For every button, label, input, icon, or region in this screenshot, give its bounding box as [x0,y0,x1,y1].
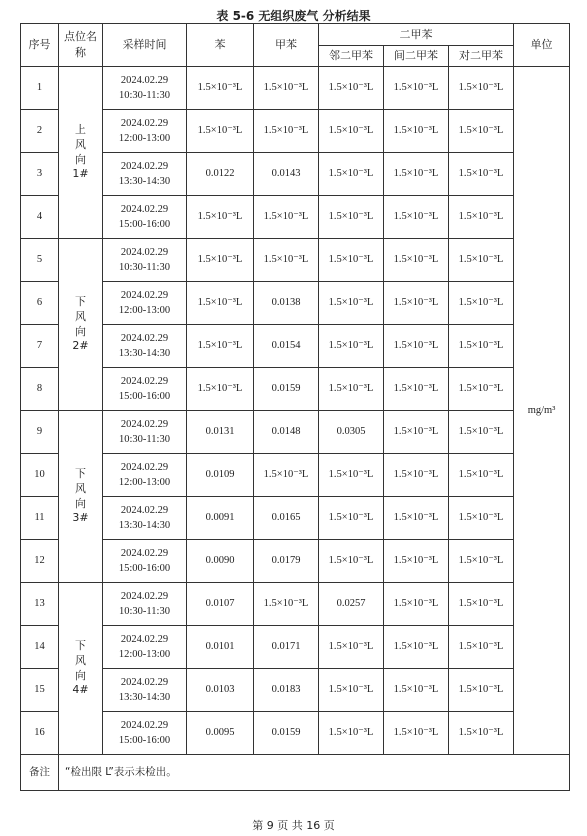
point-name-line: 4# [72,683,89,697]
sample-period: 13:30-14:30 [118,520,171,531]
cell-pxylene: 1.5×10⁻³L [449,540,514,583]
header-oxylene: 邻二甲苯 [319,46,384,67]
cell-oxylene: 1.5×10⁻³L [319,325,384,368]
cell-pxylene: 1.5×10⁻³L [449,153,514,196]
sample-period: 13:30-14:30 [118,348,171,359]
cell-mxylene: 1.5×10⁻³L [384,540,449,583]
cell-benzene: 1.5×10⁻³L [187,67,254,110]
cell-toluene: 1.5×10⁻³L [254,454,319,497]
sample-period: 15:00-16:00 [118,219,171,230]
cell-mxylene: 1.5×10⁻³L [384,282,449,325]
cell-sample-time [103,325,187,368]
sample-date: 2024.02.29 [120,203,169,215]
cell-pxylene: 1.5×10⁻³L [449,67,514,110]
cell-benzene: 1.5×10⁻³L [187,368,254,411]
cell-mxylene: 1.5×10⁻³L [384,626,449,669]
results-table [20,23,570,791]
cell-sample-time [103,239,187,282]
cell-sample-time [103,110,187,153]
point-name-line: 上 [75,122,86,136]
cell-toluene: 1.5×10⁻³L [254,67,319,110]
cell-oxylene: 1.5×10⁻³L [319,540,384,583]
header-point: 点位名称 [59,24,103,67]
cell-seq: 1 [21,67,59,110]
cell-seq: 5 [21,239,59,282]
cell-sample-time [103,454,187,497]
header-xylene: 二甲苯 [319,24,514,46]
cell-seq: 12 [21,540,59,583]
sample-date: 2024.02.29 [120,633,169,645]
cell-toluene: 1.5×10⁻³L [254,239,319,282]
table-row [21,712,570,755]
point-name-line: 2# [72,339,89,353]
cell-pxylene: 1.5×10⁻³L [449,712,514,755]
sample-date: 2024.02.29 [120,547,169,559]
cell-oxylene: 1.5×10⁻³L [319,196,384,239]
cell-benzene: 1.5×10⁻³L [187,325,254,368]
sample-period: 12:00-13:00 [118,305,171,316]
cell-toluene: 1.5×10⁻³L [254,196,319,239]
cell-sample-time [103,626,187,669]
cell-pxylene: 1.5×10⁻³L [449,454,514,497]
cell-toluene: 1.5×10⁻³L [254,583,319,626]
sample-period: 10:30-11:30 [119,90,170,101]
cell-toluene: 0.0154 [254,325,319,368]
table-row [21,368,570,411]
cell-pxylene: 1.5×10⁻³L [449,626,514,669]
header-unit: 单位 [514,24,570,67]
cell-mxylene: 1.5×10⁻³L [384,411,449,454]
table-title: 表 5-6 无组织废气 分析结果 [216,9,371,23]
cell-seq: 16 [21,712,59,755]
cell-seq: 11 [21,497,59,540]
sample-date: 2024.02.29 [120,332,169,344]
cell-point-name [59,583,103,755]
cell-toluene: 0.0159 [254,712,319,755]
note-text: “检出限 L”表示未检出。 [59,755,570,791]
cell-oxylene: 1.5×10⁻³L [319,282,384,325]
cell-toluene: 0.0179 [254,540,319,583]
cell-benzene: 1.5×10⁻³L [187,282,254,325]
table-row [21,110,570,153]
sample-date: 2024.02.29 [120,160,169,172]
cell-sample-time [103,583,187,626]
cell-sample-time [103,368,187,411]
header-pxylene: 对二甲苯 [449,46,514,67]
cell-benzene: 0.0122 [187,153,254,196]
cell-oxylene: 1.5×10⁻³L [319,239,384,282]
cell-pxylene: 1.5×10⁻³L [449,497,514,540]
cell-oxylene: 1.5×10⁻³L [319,67,384,110]
point-name-line: 下 [75,294,86,308]
sample-date: 2024.02.29 [120,719,169,731]
point-name-line: 风 [75,309,86,323]
cell-mxylene: 1.5×10⁻³L [384,196,449,239]
cell-sample-time [103,712,187,755]
cell-mxylene: 1.5×10⁻³L [384,497,449,540]
cell-seq: 6 [21,282,59,325]
point-name-line: 1# [72,167,89,181]
cell-pxylene: 1.5×10⁻³L [449,669,514,712]
header-toluene: 甲苯 [254,24,319,67]
cell-oxylene: 1.5×10⁻³L [319,497,384,540]
sample-date: 2024.02.29 [120,418,169,430]
sample-period: 15:00-16:00 [118,735,171,746]
cell-pxylene: 1.5×10⁻³L [449,325,514,368]
cell-point-name [59,239,103,411]
sample-date: 2024.02.29 [120,246,169,258]
cell-oxylene: 0.0305 [319,411,384,454]
table-row [21,669,570,712]
cell-unit: mg/m³ [514,67,570,755]
note-row [21,755,570,791]
sample-period: 10:30-11:30 [119,434,170,445]
cell-sample-time [103,540,187,583]
point-name-line: 下 [75,638,86,652]
cell-mxylene: 1.5×10⁻³L [384,583,449,626]
cell-mxylene: 1.5×10⁻³L [384,325,449,368]
sample-date: 2024.02.29 [120,289,169,301]
table-row [21,626,570,669]
cell-seq: 2 [21,110,59,153]
header-mxylene: 间二甲苯 [384,46,449,67]
cell-mxylene: 1.5×10⁻³L [384,712,449,755]
cell-sample-time [103,669,187,712]
cell-toluene: 0.0148 [254,411,319,454]
cell-sample-time [103,497,187,540]
cell-benzene: 1.5×10⁻³L [187,239,254,282]
point-name-line: 向 [75,324,86,338]
sample-period: 10:30-11:30 [119,606,170,617]
cell-seq: 8 [21,368,59,411]
sample-date: 2024.02.29 [120,117,169,129]
cell-oxylene: 1.5×10⁻³L [319,153,384,196]
cell-mxylene: 1.5×10⁻³L [384,153,449,196]
cell-seq: 3 [21,153,59,196]
cell-oxylene: 1.5×10⁻³L [319,368,384,411]
cell-seq: 9 [21,411,59,454]
sample-period: 13:30-14:30 [118,692,171,703]
sample-period: 12:00-13:00 [118,477,171,488]
cell-benzene: 1.5×10⁻³L [187,110,254,153]
cell-pxylene: 1.5×10⁻³L [449,196,514,239]
sample-date: 2024.02.29 [120,375,169,387]
sample-date: 2024.02.29 [120,461,169,473]
cell-toluene: 0.0171 [254,626,319,669]
sample-period: 12:00-13:00 [118,649,171,660]
sample-date: 2024.02.29 [120,590,169,602]
cell-toluene: 1.5×10⁻³L [254,110,319,153]
page-footer: 第 9 页 共 16 页 [252,819,335,832]
cell-sample-time [103,196,187,239]
table-row [21,540,570,583]
cell-benzene: 0.0091 [187,497,254,540]
point-name-line: 向 [75,152,86,166]
point-name-line: 风 [75,653,86,667]
cell-sample-time [103,411,187,454]
note-label: 备注 [21,755,59,791]
cell-sample-time [103,67,187,110]
cell-benzene: 0.0131 [187,411,254,454]
point-name-line: 3# [72,511,89,525]
cell-sample-time [103,153,187,196]
cell-benzene: 0.0090 [187,540,254,583]
cell-seq: 13 [21,583,59,626]
sample-period: 13:30-14:30 [118,176,171,187]
cell-mxylene: 1.5×10⁻³L [384,669,449,712]
cell-oxylene: 1.5×10⁻³L [319,110,384,153]
table-row [21,239,570,282]
cell-toluene: 0.0165 [254,497,319,540]
point-name-line: 向 [75,496,86,510]
cell-toluene: 0.0143 [254,153,319,196]
sample-period: 10:30-11:30 [119,262,170,273]
cell-toluene: 0.0183 [254,669,319,712]
cell-oxylene: 1.5×10⁻³L [319,669,384,712]
cell-mxylene: 1.5×10⁻³L [384,67,449,110]
header-time: 采样时间 [103,24,187,67]
cell-mxylene: 1.5×10⁻³L [384,110,449,153]
table-row [21,454,570,497]
cell-benzene: 0.0107 [187,583,254,626]
point-name-line: 下 [75,466,86,480]
table-row [21,67,570,110]
cell-point-name [59,67,103,239]
cell-oxylene: 0.0257 [319,583,384,626]
table-row [21,325,570,368]
table-row [21,153,570,196]
sample-period: 15:00-16:00 [118,563,171,574]
sample-date: 2024.02.29 [120,676,169,688]
cell-seq: 10 [21,454,59,497]
cell-pxylene: 1.5×10⁻³L [449,411,514,454]
cell-benzene: 0.0109 [187,454,254,497]
point-name-line: 风 [75,481,86,495]
cell-toluene: 0.0138 [254,282,319,325]
point-name-line: 向 [75,668,86,682]
table-row [21,583,570,626]
sample-date: 2024.02.29 [120,504,169,516]
cell-oxylene: 1.5×10⁻³L [319,712,384,755]
cell-oxylene: 1.5×10⁻³L [319,626,384,669]
cell-benzene: 0.0095 [187,712,254,755]
table-row [21,497,570,540]
sample-date: 2024.02.29 [120,74,169,86]
cell-pxylene: 1.5×10⁻³L [449,110,514,153]
cell-seq: 7 [21,325,59,368]
cell-seq: 15 [21,669,59,712]
point-name-line: 风 [75,137,86,151]
sample-period: 15:00-16:00 [118,391,171,402]
cell-pxylene: 1.5×10⁻³L [449,368,514,411]
cell-pxylene: 1.5×10⁻³L [449,583,514,626]
cell-pxylene: 1.5×10⁻³L [449,282,514,325]
cell-benzene: 0.0103 [187,669,254,712]
cell-pxylene: 1.5×10⁻³L [449,239,514,282]
cell-point-name [59,411,103,583]
header-seq: 序号 [21,24,59,67]
cell-benzene: 1.5×10⁻³L [187,196,254,239]
table-row [21,196,570,239]
cell-toluene: 0.0159 [254,368,319,411]
table-row [21,282,570,325]
header-benzene: 苯 [187,24,254,67]
cell-seq: 14 [21,626,59,669]
cell-seq: 4 [21,196,59,239]
cell-mxylene: 1.5×10⁻³L [384,239,449,282]
sample-period: 12:00-13:00 [118,133,171,144]
cell-sample-time [103,282,187,325]
cell-oxylene: 1.5×10⁻³L [319,454,384,497]
cell-mxylene: 1.5×10⁻³L [384,368,449,411]
cell-mxylene: 1.5×10⁻³L [384,454,449,497]
table-row [21,411,570,454]
cell-benzene: 0.0101 [187,626,254,669]
